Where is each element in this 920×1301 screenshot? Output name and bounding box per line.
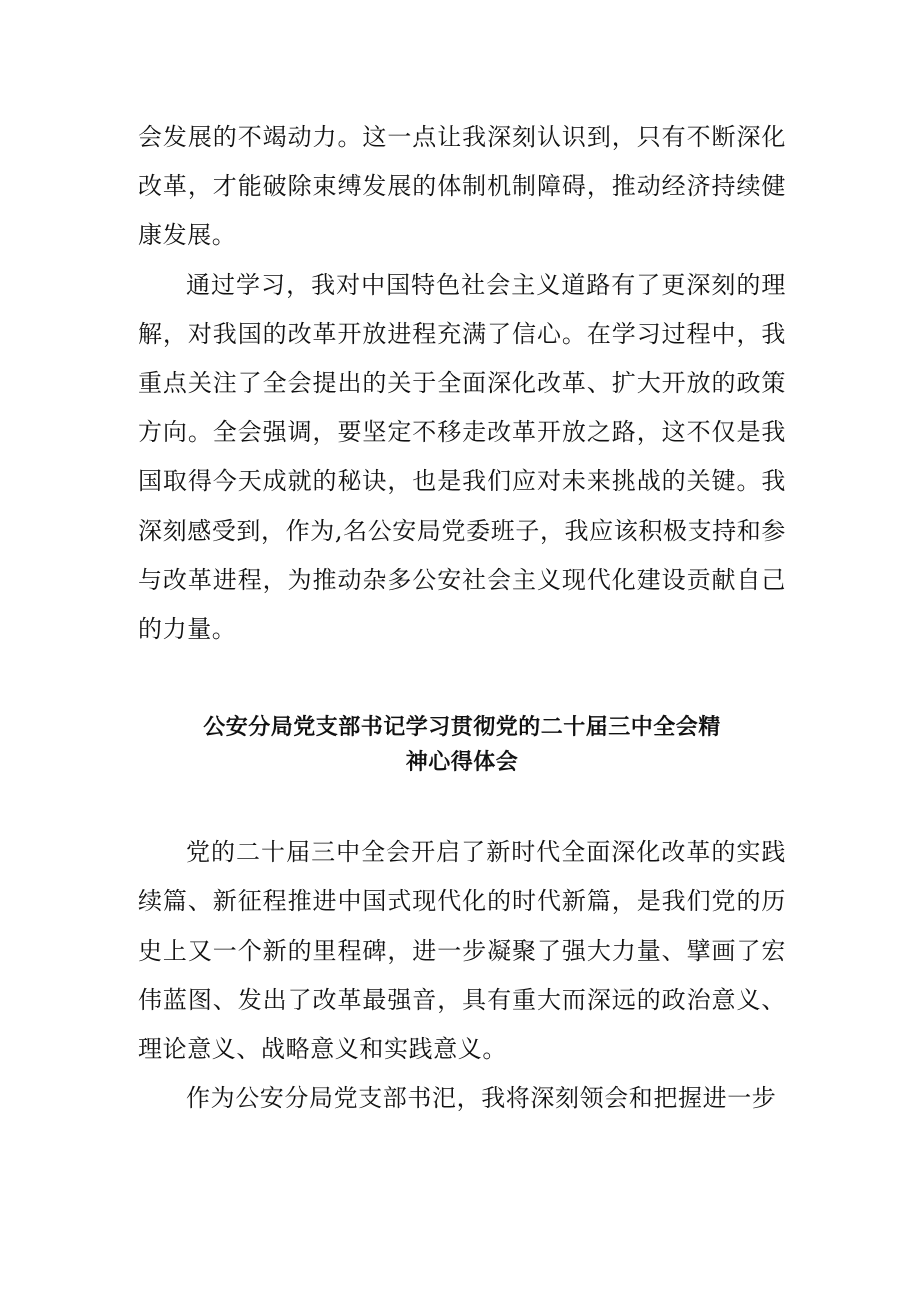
section-heading-line-2: 神心得体会 <box>405 750 519 776</box>
paragraph-plenum-significance: 党的二十届三中全会开启了新时代全面深化改革的实践续篇、新征程推进中国式现代化的时代新篇，是我们党的历史上又一个新的里程碑，进一步凝聚了强大力量、擘画了宏伟蓝图、发出了改革最强音，具有重大而深远的政治意义、理论意义、战略意义和实践意义。 <box>138 838 786 1064</box>
section-heading-line-1: 公安分局党支部书记学习贯彻党的二十届三中全会精 <box>203 715 721 741</box>
document-page <box>138 113 786 1123</box>
paragraph-commitment: 作为公安分局党支部书汜，我将深刻领会和把握进一步 <box>186 1084 777 1113</box>
paragraph-study-reflection: 通过学习，我对中国特色社会主义道路有了更深刻的理解，对我国的改革开放进程充满了信心。在学习过程中，我重点关注了全会提出的关于全面深化改革、扩大开放的政策方向。全会强调，要坚定不移走改革开放之路，这不仅是我国取得今天成就的秘诀，也是我们应对未来挑战的关键。我深刻感受到，作为,名公安局党委班子，我应该积极支持和参与改革进程，为推动杂多公安社会主义现代化建设贡献自己的力量。 <box>138 270 786 644</box>
section-heading <box>138 710 786 780</box>
paragraph-continued: 会发展的不竭动力。这一点让我深刻认识到，只有不断深化改革，才能破除束缚发展的体制机制障碍，推动经济持续健康发展。 <box>138 123 786 250</box>
